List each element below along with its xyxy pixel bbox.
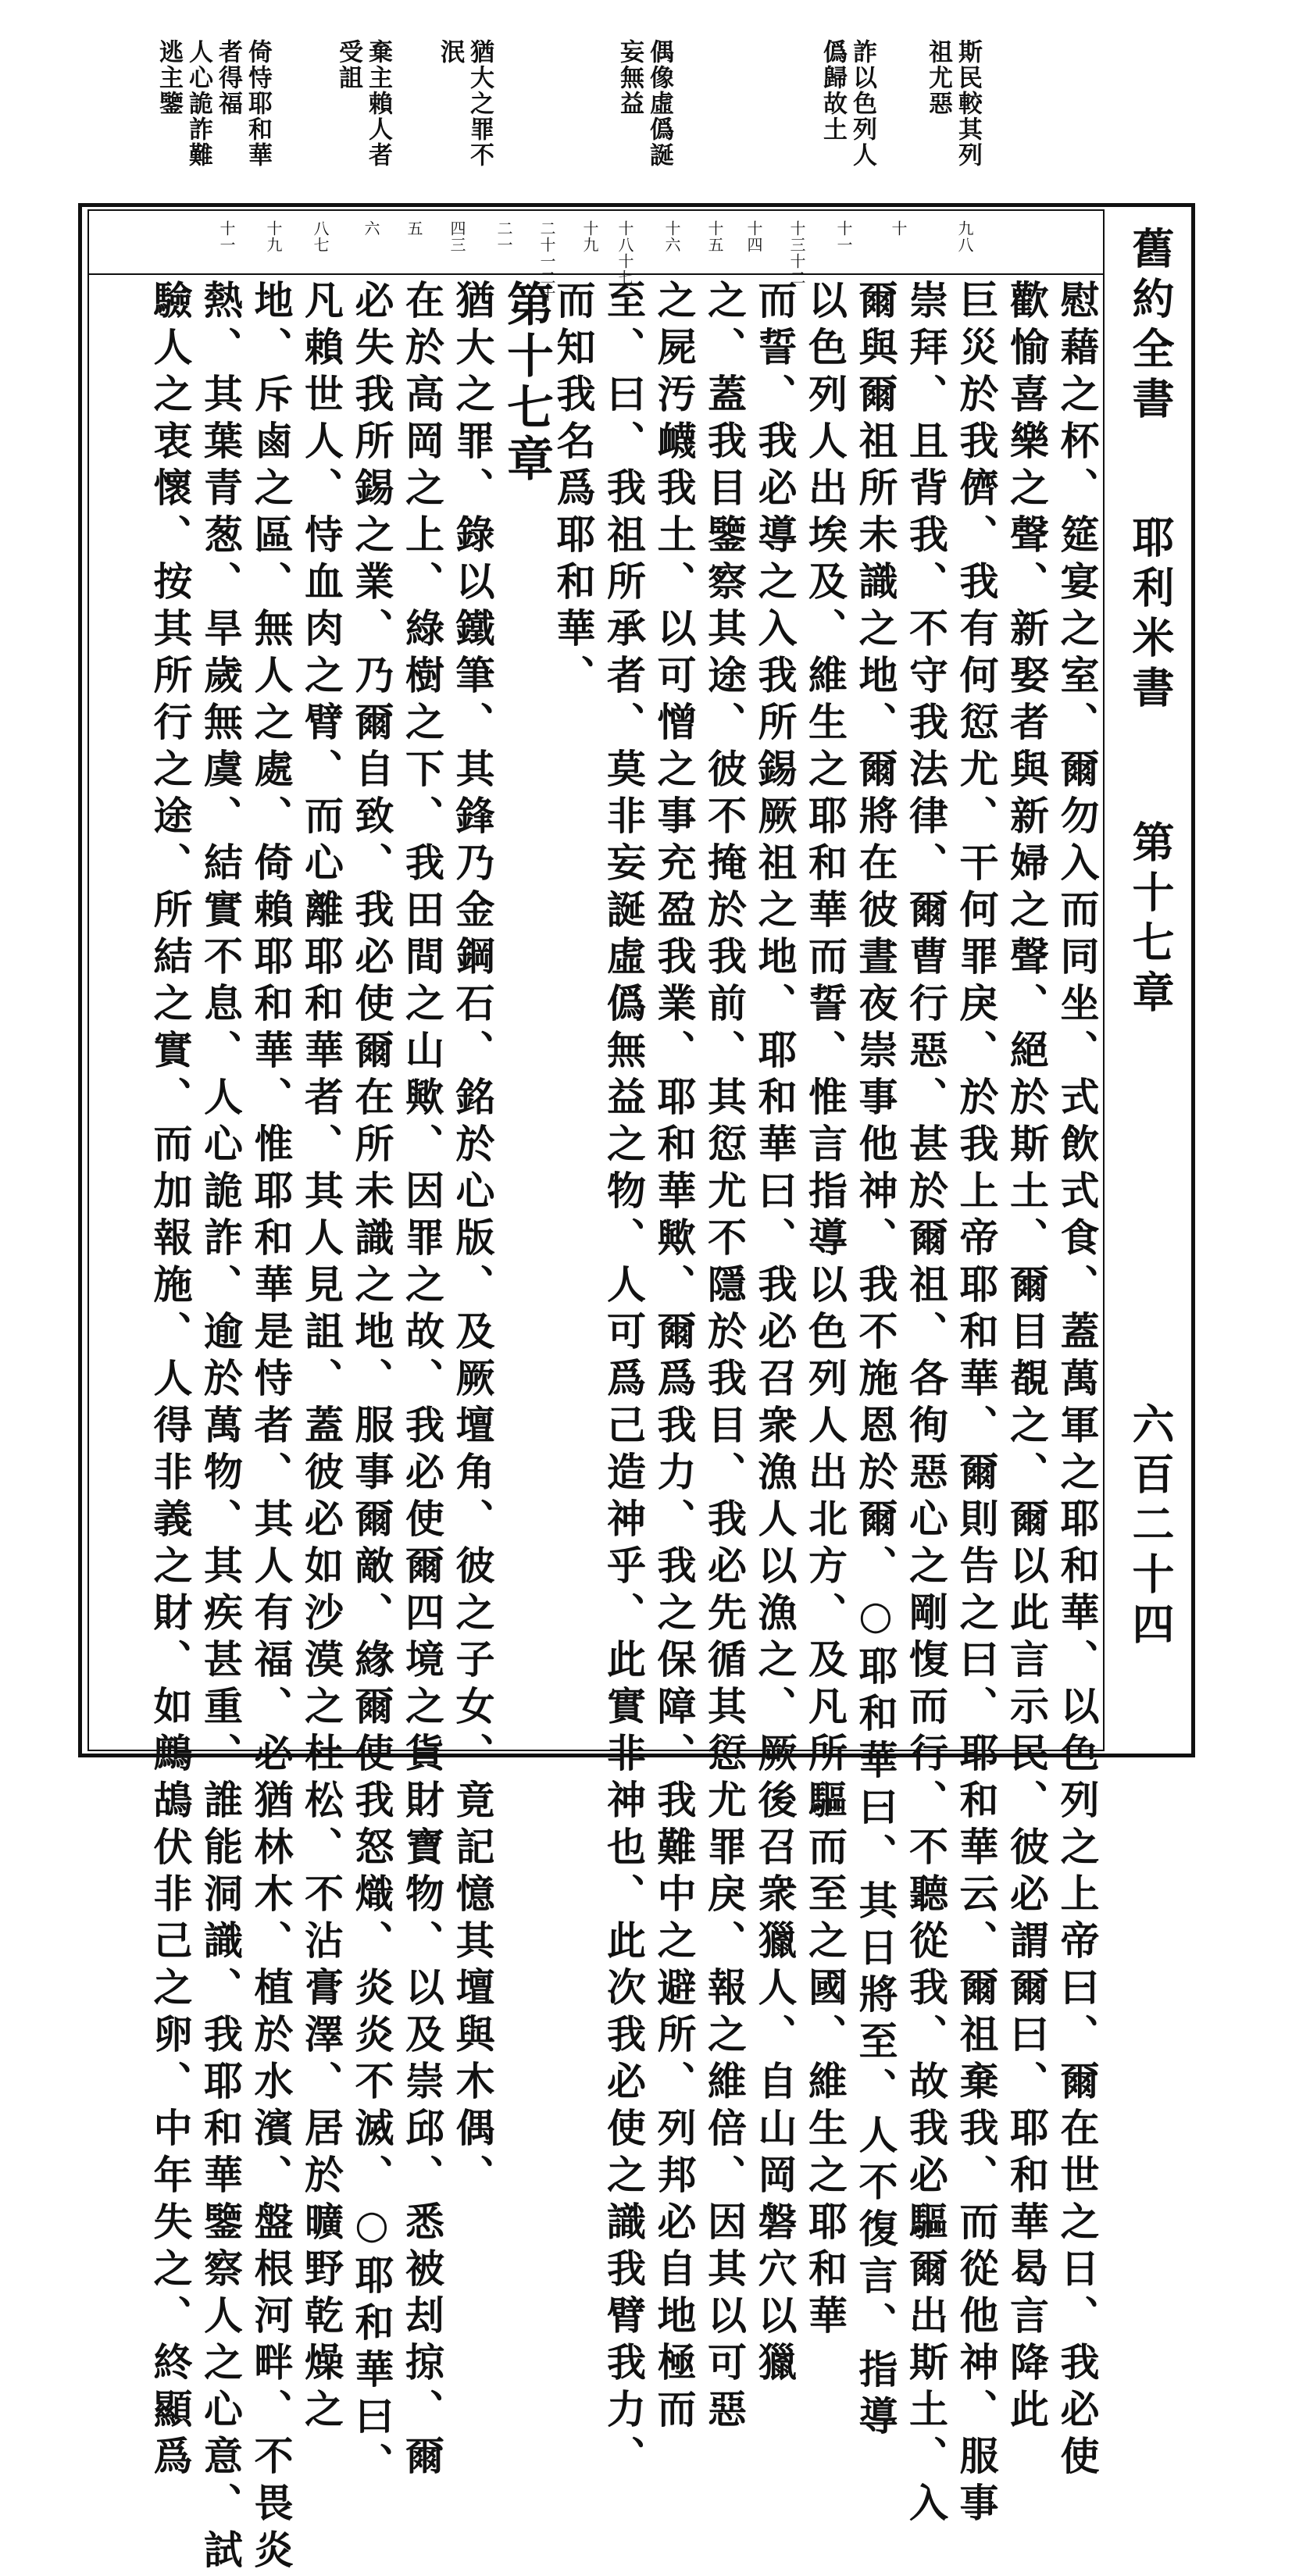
headnote-line: 妄無益 xyxy=(616,39,644,116)
text-column: 慰藉之杯、筵宴之室、爾勿入而同坐、式飲式食、蓋萬軍之耶和華、以色列之上帝曰、爾在世之日、我必使 xyxy=(1054,280,1101,2482)
headnote xyxy=(437,39,496,195)
text-column: 歡愉喜樂之聲、新娶者與新婦之聲、絕於斯土、爾目覩之、爾以此言示民、彼必謂爾曰、耶和華曷言降此 xyxy=(1004,280,1050,2435)
text-column: 地、斥鹵之區、無人之處、倚賴耶和華、惟耶和華是恃者、其人有福、必猶林木、植於水濱、盤根河畔、不畏炎 xyxy=(248,280,294,2576)
text-column: 巨災於我儕、我有何愆尤、干何罪戾、於我上帝耶和華、爾則告之曰、耶和華云、爾祖棄我、而從他神、服事 xyxy=(953,280,1000,2529)
scripture-body xyxy=(89,275,1103,2576)
text-column: 而知我名爲耶和華、 xyxy=(550,280,597,701)
headnote xyxy=(617,39,676,195)
headnote-line: 逃主鑒 xyxy=(155,39,183,116)
verse-number: 十三十二 xyxy=(787,220,806,286)
headnote-line: 偶像虛僞誕 xyxy=(645,39,673,168)
verse-number: 十五 xyxy=(705,220,724,253)
text-column: 在於高岡之上、綠樹之下、我田間之山歟、因罪之故、我必使爾四境之貨財寶物、以及崇邱、悉被刦掠、爾 xyxy=(399,280,445,2482)
text-column: 之屍汚衊我土、以可憎之事充盈我業、耶和華歟、爾爲我力、我之保障、我難中之避所、列邦必自地極而 xyxy=(651,280,698,2435)
text-column: 必失我所錫之業、乃爾自致、我必使爾在所未識之地、服事爾敵、緣爾使我怒熾、炎炎不滅、○耶和華曰、 xyxy=(348,280,395,2489)
verse-number: 十六 xyxy=(662,220,681,253)
text-column: 猶大之罪、錄以鐵筆、其鋒乃金鋼石、銘於心版、及厥壇角、彼之子女、竟記憶其壇與木偶、 xyxy=(449,280,496,2201)
text-column: 凡賴世人、恃血肉之臂、而心離耶和華者、其人見詛、蓋彼必如沙漠之杜松、不沾膏澤、居於曠野乾燥之 xyxy=(298,280,344,2435)
headnote-line: 人心詭詐難 xyxy=(184,39,212,168)
headnote xyxy=(820,39,879,195)
text-column: 驗人之衷懷、按其所行之途、所結之實、而加報施、人得非義之財、如鷓鴣伏非己之卵、中年失之、終顯爲 xyxy=(147,280,194,2482)
page-number: 六百二十四 xyxy=(1126,1402,1176,1652)
headnote-line: 受詛 xyxy=(334,39,362,91)
headnote xyxy=(336,39,394,195)
chapter-heading: 第十七章 xyxy=(499,280,554,486)
verse-number: 四三 xyxy=(448,220,466,253)
headnote-line: 猶大之罪不 xyxy=(466,39,494,168)
verse-number: 五 xyxy=(405,220,423,237)
text-column: 崇拜、且背我、不守我法律、爾曹行惡、甚於爾祖、各徇惡心之剛愎而行、不聽從我、故我必驅爾出斯土、入 xyxy=(903,280,949,2529)
headnote xyxy=(926,39,984,195)
verse-number: 十九 xyxy=(580,220,599,253)
headnote-line: 僞歸故土 xyxy=(819,39,847,142)
verse-number: 八七 xyxy=(311,220,330,253)
verse-number: 十 xyxy=(889,220,908,237)
headnote-line: 泯 xyxy=(436,39,464,65)
headnote-line: 祖尤惡 xyxy=(924,39,952,116)
verse-number: 二一 xyxy=(494,220,513,253)
headnote-line: 斯民較其列 xyxy=(954,39,982,168)
verse-number: 十八十七 xyxy=(616,220,634,286)
verse-number: 十一 xyxy=(834,220,853,253)
text-column: 以色列人出埃及、維生之耶和華而誓、惟言指導以色列人出北方、及凡所驅而至之國、維生之耶和華 xyxy=(802,280,848,2342)
verse-number: 十九 xyxy=(264,220,283,253)
text-column: 至、曰、我祖所承者、莫非妄誕虛僞無益之物、人可爲己造神乎、此實非神也、此次我必使之識我臂我力、 xyxy=(601,280,647,2482)
marginal-headnotes xyxy=(155,39,982,195)
verse-number: 十四 xyxy=(744,220,763,253)
headnote xyxy=(156,39,273,195)
verse-number-strip xyxy=(89,212,1103,302)
text-column: 爾與爾祖所未識之地、爾將在彼晝夜崇事他神、我不施恩於爾、○耶和華曰、其日將至、人不復言、指導 xyxy=(852,280,899,2442)
verse-number: 二十一二十 xyxy=(537,220,556,302)
verse-number: 十一 xyxy=(217,220,236,253)
text-column: 熱、其葉青葱、旱歲無虞、結實不息、人心詭詐、逾於萬物、其疾甚重、誰能洞識、我耶和華鑒察人之心意、試 xyxy=(198,280,244,2576)
chapter-label: 第十七章 xyxy=(1126,820,1176,1020)
headnote-line: 詐以色列人 xyxy=(848,39,876,168)
headnote-line: 倚恃耶和華 xyxy=(244,39,272,168)
text-column: 而誓、我必導之入我所錫厥祖之地、耶和華曰、我必召衆漁人以漁之、厥後召衆獵人、自山岡磐穴以獵 xyxy=(751,280,798,2389)
verse-number: 九八 xyxy=(955,220,974,253)
headnote-line: 者得福 xyxy=(214,39,242,116)
headnote-line: 棄主賴人者 xyxy=(364,39,392,168)
bible-title: 舊約全書 xyxy=(1126,227,1176,426)
book-name: 耶利米書 xyxy=(1126,516,1176,715)
verse-number: 六 xyxy=(362,220,380,237)
text-column: 之、蓋我目鑒察其途、彼不掩於我前、其愆尤不隱於我目、我必先循其愆尤罪戾、報之維倍、因其以可惡 xyxy=(701,280,748,2435)
running-header xyxy=(1108,211,1190,1754)
